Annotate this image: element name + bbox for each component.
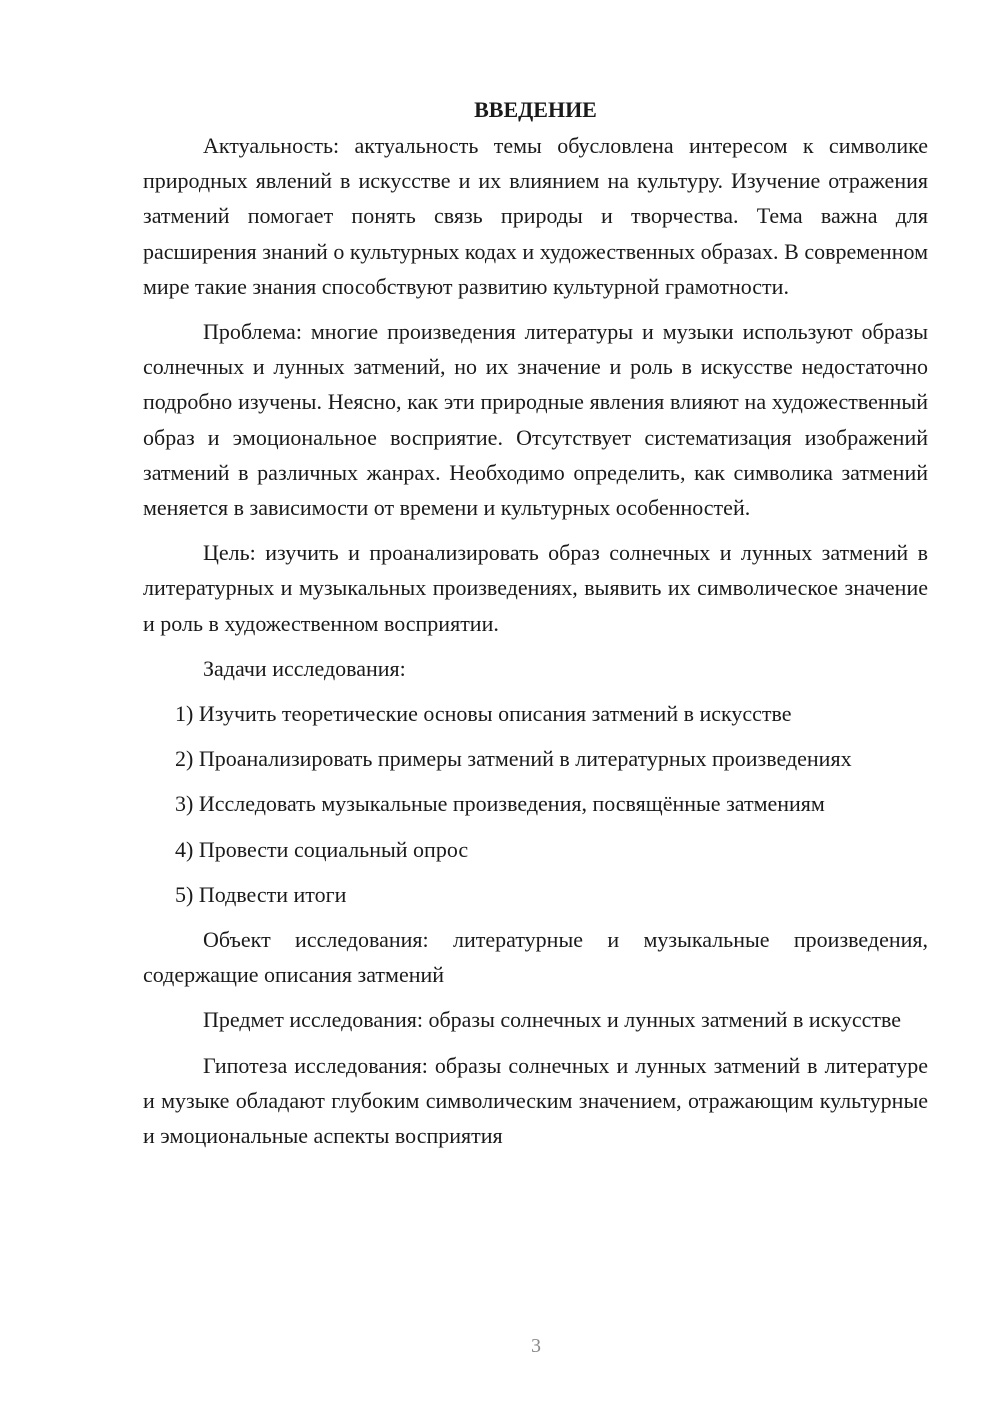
document-page bbox=[143, 92, 928, 1153]
paragraph-problem: Проблема: многие произведения литературы и музыки используют образы солнечных и лунных затмений, но их значение и роль в искусстве недостаточно подробно изучены. Неясно, как эти природные явления влияют на художественный образ и эмоциональное восприятие. Отсутствует систематизация изображений затмений в различных жанрах. Необходимо определить, как символика затмений меняется в зависимости от времени и культурных особенностей. bbox=[143, 319, 928, 521]
paragraph-relevance: Актуальность: актуальность темы обусловлена интересом к символике природных явлений в искусстве и их влиянием на культуру. Изучение отражения затмений помогает понять связь природы и творчества. Тема важна для расширения знаний о культурных кодах и художественных образах. В современном мире такие знания способствуют развитию культурной грамотности. bbox=[143, 133, 928, 299]
task-item: 2) Проанализировать примеры затмений в литературных произведениях bbox=[175, 746, 852, 772]
paragraph-hypothesis: Гипотеза исследования: образы солнечных и лунных затмений в литературе и музыке обладают глубоким символическим значением, отражающим культурные и эмоциональные аспекты восприятия bbox=[143, 1052, 928, 1149]
paragraph-subject: Предмет исследования: образы солнечных и лунных затмений в искусстве bbox=[203, 1007, 901, 1033]
paragraph-goal: Цель: изучить и проанализировать образ солнечных и лунных затмений в литературных и музыкальных произведениях, выявить их символическое значение и роль в художественном восприятии. bbox=[143, 540, 928, 636]
paragraph-object: Объект исследования: литературные и музыкальные произведения, содержащие описания затмений bbox=[143, 927, 928, 988]
task-item: 1) Изучить теоретические основы описания затмений в искусстве bbox=[175, 701, 792, 727]
section-title: ВВЕДЕНИЕ bbox=[474, 97, 597, 122]
task-item: 4) Провести социальный опрос bbox=[175, 836, 469, 862]
task-item: 3) Исследовать музыкальные произведения, посвящённые затмениям bbox=[175, 791, 825, 817]
task-item: 5) Подвести итоги bbox=[175, 881, 347, 907]
tasks-heading: Задачи исследования: bbox=[203, 655, 406, 681]
page-number: 3 bbox=[531, 1335, 541, 1357]
